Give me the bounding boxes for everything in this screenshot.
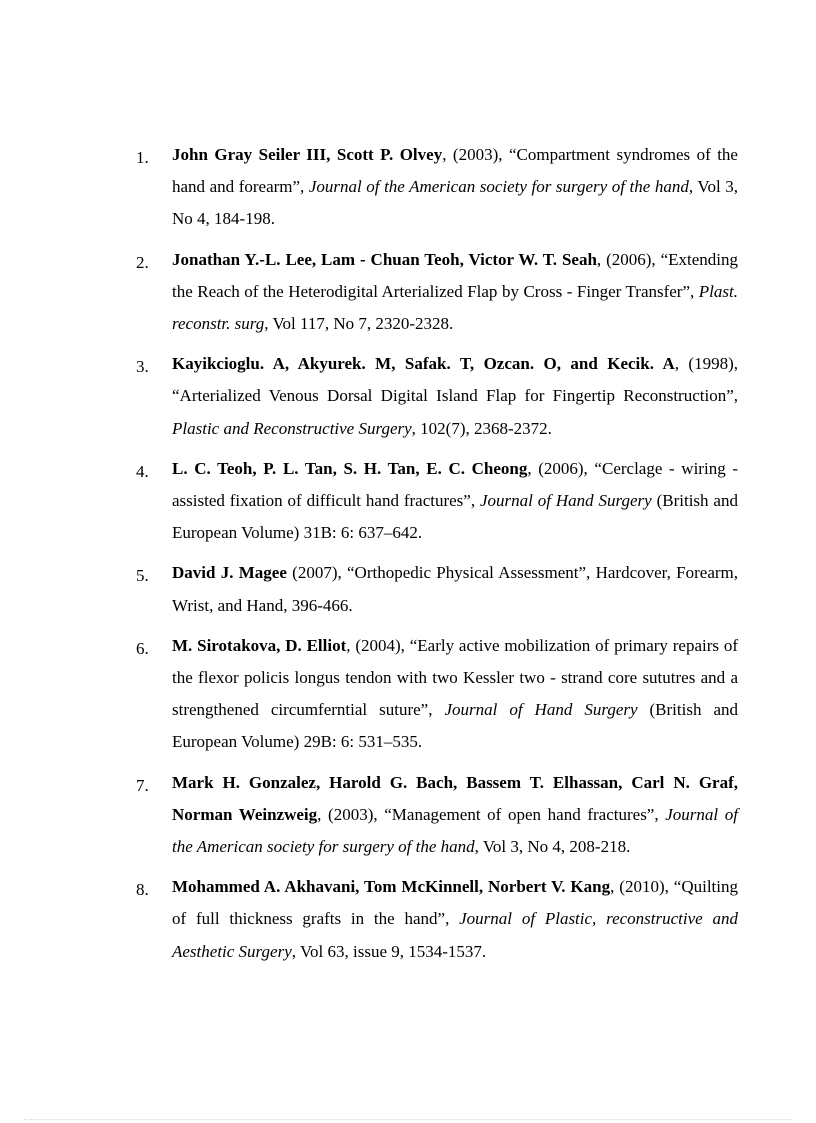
reference-details: (2007), “Orthopedic Physical Assessment”, Hardcover, Forearm, Wrist, and Hand, 396-466.: [172, 563, 738, 615]
reference-text: [172, 139, 738, 236]
reference-text: [172, 348, 738, 445]
reference-details: , (2003), “Management of open hand fractures”,: [317, 804, 666, 824]
reference-number: 4.: [136, 461, 149, 481]
reference-text: [172, 244, 738, 341]
reference-citation: , 102(7), 2368-2372.: [411, 418, 552, 438]
page-bottom-divider: [24, 1119, 792, 1120]
reference-item-3: [0, 348, 816, 445]
reference-journal: Journal of the American society for surgery of the hand: [308, 177, 689, 197]
reference-details: , (1998), “Arterialized Venous Dorsal Digital Island Flap for Fingertip Reconstruction”,: [172, 354, 738, 406]
reference-authors: John Gray Seiler III, Scott P. Olvey: [172, 145, 443, 164]
reference-authors: L. C. Teoh, P. L. Tan, S. H. Tan, E. C. Cheong: [172, 458, 528, 478]
reference-text: [172, 453, 738, 550]
reference-journal: Plast. reconstr. surg: [172, 281, 738, 334]
reference-item-4: [0, 453, 816, 550]
reference-item-1: [0, 139, 816, 236]
reference-authors: David J. Magee: [172, 563, 287, 583]
reference-number: 7.: [136, 775, 149, 795]
reference-number: 8.: [136, 880, 149, 900]
reference-item-8: [0, 871, 816, 968]
reference-number: 1.: [136, 148, 149, 167]
reference-text: [172, 557, 738, 621]
reference-citation: , Vol 3, No 4, 208-218.: [474, 837, 631, 857]
reference-authors: Mohammed A. Akhavani, Tom McKinnell, Norbert V. Kang: [172, 877, 611, 897]
reference-text: [172, 767, 738, 864]
reference-journal: Journal of Plastic, reconstructive and Aesthetic Surgery: [172, 909, 739, 961]
reference-authors: Jonathan Y.-L. Lee, Lam - Chuan Teoh, Victor W. T. Seah: [172, 249, 597, 269]
reference-citation: (British and European Volume) 29B: 6: 531–535.: [172, 700, 739, 752]
reference-journal: Journal of the American society for surgery of the hand: [172, 804, 738, 857]
reference-details: , (2006), “Extending the Reach of the Heterodigital Arterialized Flap by Cross - Finger Transfer”,: [172, 249, 738, 301]
reference-details: , (2006), “Cerclage - wiring - assisted fixation of difficult hand fractures”,: [172, 458, 738, 511]
reference-item-2: [0, 244, 816, 341]
reference-item-6: [0, 630, 816, 759]
reference-list: [0, 139, 816, 976]
reference-journal: Journal of Hand Surgery: [444, 700, 638, 720]
reference-details: , (2010), “Quilting of full thickness grafts in the hand”,: [172, 877, 738, 929]
reference-text: [172, 871, 738, 968]
reference-authors: Mark H. Gonzalez, Harold G. Bach, Bassem T. Elhassan, Carl N. Graf, Norman Weinzweig: [172, 772, 738, 824]
reference-item-7: [0, 767, 816, 864]
reference-number: 6.: [136, 638, 149, 658]
reference-authors: M. Sirotakova, D. Elliot: [172, 635, 347, 655]
reference-citation: (British and European Volume) 31B: 6: 637–642.: [172, 491, 738, 543]
reference-number: 5.: [136, 566, 149, 586]
reference-details: , (2003), “Compartment syndromes of the hand and forearm”,: [172, 145, 738, 197]
reference-journal: Journal of Hand Surgery: [479, 491, 652, 511]
reference-authors: Kayikcioglu. A, Akyurek. M, Safak. T, Ozcan. O, and Kecik. A: [172, 354, 675, 374]
reference-citation: , Vol 63, issue 9, 1534-1537.: [291, 941, 487, 961]
reference-journal: Plastic and Reconstructive Surgery: [172, 418, 412, 438]
reference-details: , (2004), “Early active mobilization of primary repairs of the flexor policis longus tendon with two Kessler two - strand core sututres and a strengthened circumferntial suture”,: [172, 635, 738, 720]
reference-citation: , Vol 117, No 7, 2320-2328.: [264, 314, 454, 334]
reference-number: 3.: [136, 357, 149, 377]
reference-text: [172, 630, 738, 759]
reference-citation: , Vol 3, No 4, 184-198.: [172, 177, 738, 229]
reference-item-5: [0, 557, 816, 621]
reference-number: 2.: [136, 252, 149, 272]
